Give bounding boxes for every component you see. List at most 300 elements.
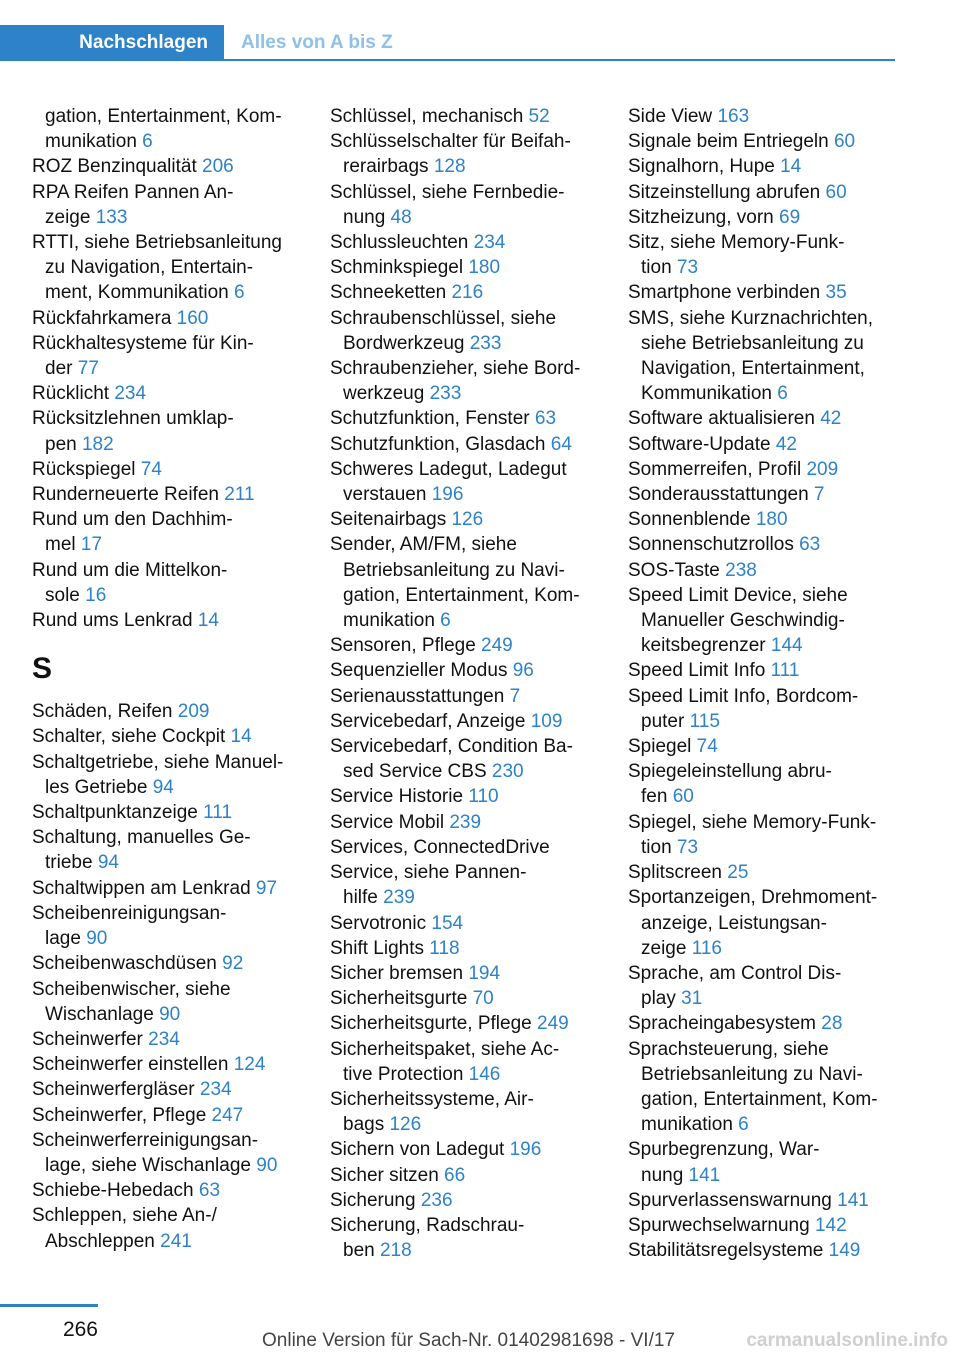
entry-text: Sprache, am Control Dis- — [628, 962, 842, 984]
entry-text: Services, ConnectedDrive — [330, 836, 550, 858]
entry-text: Serienausstattungen — [330, 685, 510, 707]
index-entry — [628, 810, 898, 860]
page-reference-link[interactable]: 60 — [825, 181, 847, 203]
index-column-2 — [330, 104, 605, 1263]
entry-text: Scheinwerferreinigungsan- — [32, 1129, 259, 1151]
index-entry — [628, 457, 898, 482]
page-reference-link[interactable]: 28 — [821, 1013, 843, 1035]
entry-text: Sicherung, Radschrau- — [330, 1214, 525, 1236]
index-entry — [628, 1238, 898, 1263]
index-entry — [32, 154, 307, 179]
entry-text: Sicherheitspaket, siehe Ac- — [330, 1038, 560, 1060]
entry-text: Speed Limit Info — [628, 660, 771, 682]
entry-text: play — [641, 988, 682, 1010]
index-entry — [330, 810, 605, 835]
page-reference-link[interactable]: 111 — [203, 802, 233, 824]
entry-text: puter — [641, 710, 690, 732]
index-entry — [330, 1011, 605, 1036]
index-entry — [628, 180, 898, 205]
index-entry — [32, 180, 307, 230]
index-entry — [32, 977, 307, 1027]
page-reference-link[interactable]: 126 — [389, 1114, 422, 1136]
entry-text: Software aktualisieren — [628, 408, 821, 430]
index-entry — [330, 860, 605, 910]
page-reference-link[interactable]: 63 — [799, 534, 821, 556]
page-reference-link[interactable]: 180 — [468, 257, 501, 279]
entry-text: gation, Entertainment, Kom- — [641, 1088, 878, 1110]
entry-text: der — [45, 358, 78, 380]
entry-text: Scheibenwischer, siehe — [32, 978, 231, 1000]
page-reference-link[interactable]: 25 — [727, 862, 749, 884]
entry-text: Schaltpunktanzeige — [32, 802, 204, 824]
index-entry — [32, 306, 307, 331]
entry-text: Scheibenreinigungsan- — [32, 902, 227, 924]
page-reference-link[interactable]: 234 — [473, 232, 506, 254]
entry-text: Schlussleuchten — [330, 232, 474, 254]
entry-text: munikation — [641, 1114, 739, 1136]
index-entry — [330, 356, 605, 406]
page-reference-link[interactable]: 247 — [211, 1104, 244, 1126]
page-reference-link[interactable]: 63 — [198, 1180, 221, 1202]
page-reference-link[interactable]: 154 — [431, 912, 464, 934]
page-reference-link[interactable]: 216 — [451, 282, 484, 304]
page-reference-link[interactable]: 144 — [770, 635, 803, 657]
page-reference-link[interactable]: 211 — [224, 484, 255, 506]
entry-text: rerairbags — [343, 156, 434, 178]
entry-text: Signale beim Entriegeln — [628, 131, 834, 153]
entry-text: Sicher sitzen — [330, 1164, 445, 1186]
entry-text: Splitscreen — [628, 862, 728, 884]
index-entry — [32, 482, 307, 507]
entry-text: Schlüssel, siehe Fernbedie- — [330, 181, 565, 203]
entry-text: Spiegel, siehe Memory-Funk- — [628, 811, 877, 833]
index-entry — [32, 876, 307, 901]
page-reference-link[interactable]: 94 — [152, 776, 174, 798]
index-entry — [628, 306, 898, 407]
entry-text: Rückspiegel — [32, 458, 141, 480]
index-entry — [330, 532, 605, 633]
entry-text: nung — [641, 1164, 689, 1186]
page-reference-link[interactable]: 126 — [451, 509, 484, 531]
index-entry — [32, 406, 307, 456]
page-reference-link[interactable]: 234 — [148, 1028, 180, 1050]
page-reference-link[interactable]: 35 — [825, 282, 847, 304]
page-reference-link[interactable]: 52 — [528, 106, 550, 127]
entry-text: Rücksitzlehnen umklap- — [32, 408, 234, 430]
entry-text: zeige — [641, 937, 692, 959]
index-entry — [330, 1163, 605, 1188]
page-reference-link[interactable]: 234 — [199, 1079, 232, 1101]
index-entry — [330, 835, 605, 860]
entry-text: Navigation, Entertainment, — [641, 358, 865, 380]
page-number: 266 — [62, 1318, 98, 1341]
page-reference-link[interactable]: 239 — [449, 811, 482, 833]
index-entry — [330, 734, 605, 784]
entry-text: Sicherheitsgurte, Pflege — [330, 1013, 538, 1035]
index-entry — [330, 1213, 605, 1263]
entry-text: tion — [641, 257, 677, 279]
entry-text: Scheibenwaschdüsen — [32, 953, 223, 975]
page-reference-link[interactable]: 90 — [86, 928, 108, 950]
online-version-note: Online Version für Sach-Nr. 01402981698 - VI/17 — [262, 1330, 675, 1351]
entry-text: Spracheingabesystem — [628, 1013, 822, 1035]
index-entry — [330, 986, 605, 1011]
page-reference-link[interactable]: 163 — [717, 106, 750, 127]
page-reference-link[interactable]: 31 — [681, 988, 703, 1010]
page-reference-link[interactable]: 90 — [256, 1154, 278, 1176]
page-reference-link[interactable]: 142 — [814, 1214, 847, 1236]
entry-text: Smartphone verbinden — [628, 282, 826, 304]
entry-text: Betriebsanleitung zu Navi- — [641, 1063, 863, 1085]
entry-text: Service Historie — [330, 786, 469, 808]
page-reference-link[interactable]: 90 — [159, 1003, 181, 1025]
page-reference-link[interactable]: 196 — [431, 484, 464, 506]
entry-text: Scheinwerfer, Pflege — [32, 1104, 212, 1126]
page-reference-link[interactable]: 241 — [160, 1230, 192, 1252]
entry-text: Side View — [628, 106, 718, 127]
page-reference-link[interactable]: 48 — [390, 206, 412, 228]
index-entry — [628, 129, 898, 154]
entry-text: Schaltwippen am Lenkrad — [32, 877, 256, 899]
index-entry — [330, 280, 605, 305]
index-entry — [32, 750, 307, 800]
entry-text: anzeige, Leistungsan- — [641, 912, 827, 934]
page-reference-link[interactable]: 233 — [429, 383, 462, 405]
entry-text: Speed Limit Device, siehe — [628, 584, 848, 606]
page-reference-link[interactable]: 194 — [468, 962, 501, 984]
page-reference-link[interactable]: 236 — [420, 1189, 453, 1211]
entry-text: Rücklicht — [32, 383, 115, 405]
page-reference-link[interactable]: 42 — [775, 433, 797, 455]
page-reference-link[interactable]: 66 — [444, 1164, 466, 1186]
index-entry — [32, 381, 307, 406]
entry-text: Stabilitätsregelsysteme — [628, 1240, 829, 1262]
entry-text: Sportanzeigen, Drehmoment- — [628, 887, 878, 909]
page-reference-link[interactable]: 128 — [433, 156, 466, 178]
page-reference-link[interactable]: 42 — [820, 408, 842, 430]
page-reference-link[interactable]: 94 — [97, 852, 119, 874]
page-reference-link[interactable]: 7 — [813, 484, 825, 506]
page-reference-link[interactable]: 6 — [738, 1114, 749, 1136]
index-entry — [628, 658, 898, 683]
index-entry — [628, 230, 898, 280]
index-entry — [330, 180, 605, 230]
index-entry — [32, 1128, 307, 1178]
entry-text: Rückhaltesysteme für Kin- — [32, 332, 254, 354]
index-entry — [330, 507, 605, 532]
page-reference-link[interactable]: 6 — [234, 282, 245, 304]
index-entry — [330, 457, 605, 507]
index-entry — [330, 1087, 605, 1137]
entry-text: Schalter, siehe Cockpit — [32, 726, 231, 748]
page-reference-link[interactable]: 14 — [197, 610, 219, 632]
entry-text: lage, siehe Wischanlage — [45, 1154, 257, 1176]
page-reference-link[interactable]: 60 — [833, 131, 856, 153]
entry-text: Sequenzieller Modus — [330, 660, 513, 682]
entry-text: Spurbegrenzung, War- — [628, 1139, 820, 1161]
page-reference-link[interactable]: 7 — [509, 685, 521, 707]
entry-text: Manueller Geschwindig- — [641, 610, 845, 632]
page-reference-link[interactable]: 73 — [676, 836, 699, 858]
page-reference-link[interactable]: 6 — [142, 131, 153, 153]
page-reference-link[interactable]: 133 — [95, 206, 128, 228]
index-entry — [32, 457, 307, 482]
entry-text: Spurwechselwarnung — [628, 1214, 815, 1236]
index-entry — [628, 280, 898, 305]
page-reference-link[interactable]: 60 — [672, 786, 694, 808]
entry-text: Sonnenblende — [628, 509, 756, 531]
entry-text: Schraubenzieher, siehe Bord- — [330, 358, 581, 380]
page-reference-link[interactable]: 206 — [202, 156, 234, 178]
index-entry — [628, 507, 898, 532]
entry-text: Sicherheitsgurte — [330, 988, 473, 1010]
watermark-text: carmanualsonline.info — [746, 1330, 948, 1351]
entry-text: Speed Limit Info, Bordcom- — [628, 685, 859, 707]
page-header — [0, 25, 895, 61]
entry-text: keitsbegrenzer — [641, 635, 771, 657]
page-reference-link[interactable]: 209 — [806, 458, 839, 480]
entry-text: Sicherung — [330, 1189, 421, 1211]
entry-text: Sensoren, Pflege — [330, 635, 482, 657]
index-entry — [628, 860, 898, 885]
entry-text: RTTI, siehe Betriebsanleitung — [32, 232, 282, 254]
entry-text: Schneeketten — [330, 282, 452, 304]
index-entry — [32, 1178, 307, 1203]
index-entry — [628, 432, 898, 457]
index-entry — [628, 154, 898, 179]
entry-text: Wischanlage — [45, 1003, 160, 1025]
page-reference-link[interactable]: 69 — [779, 206, 801, 228]
entry-text: mel — [45, 534, 81, 556]
index-entry — [32, 507, 307, 557]
entry-text: gation, Entertainment, Kom- — [45, 106, 282, 127]
entry-text: gation, Entertainment, Kom- — [343, 584, 580, 606]
entry-text: triebe — [45, 852, 98, 874]
entry-text: Runderneuerte Reifen — [32, 484, 225, 506]
index-letter-heading: S — [32, 652, 53, 686]
entry-text: Servicebedarf, Anzeige — [330, 710, 531, 732]
index-entry — [32, 699, 307, 724]
entry-text: siehe Betriebsanleitung zu — [641, 332, 864, 354]
page-reference-link[interactable]: 196 — [509, 1139, 542, 1161]
page-reference-link[interactable]: 234 — [114, 383, 147, 405]
index-entry — [628, 532, 898, 557]
index-entry — [32, 331, 307, 381]
entry-text: Schäden, Reifen — [32, 701, 178, 723]
index-entry — [32, 901, 307, 951]
chapter-tab[interactable]: Alles von A bis Z — [241, 32, 393, 53]
page-reference-link[interactable]: 118 — [429, 937, 460, 959]
index-entry — [330, 961, 605, 986]
page-reference-link[interactable]: 233 — [469, 332, 502, 354]
page-reference-link[interactable]: 70 — [472, 988, 494, 1010]
page-reference-link[interactable]: 149 — [828, 1240, 861, 1262]
index-entry — [628, 1037, 898, 1138]
entry-text: Sonnenschutzrollos — [628, 534, 800, 556]
index-entry — [330, 1188, 605, 1213]
entry-text: Spiegel — [628, 736, 697, 758]
index-entry — [330, 255, 605, 280]
page-reference-link[interactable]: 249 — [481, 635, 513, 657]
page-reference-link[interactable]: 64 — [550, 433, 572, 455]
page-reference-link[interactable]: 14 — [230, 726, 252, 748]
index-entry — [628, 558, 898, 583]
page-reference-link[interactable]: 74 — [696, 736, 718, 758]
index-entry — [628, 684, 898, 734]
entry-text: Sonderausstattungen — [628, 484, 814, 506]
entry-text: ment, Kommunikation — [45, 282, 235, 304]
entry-text: Spurverlassenswarnung — [628, 1189, 838, 1211]
entry-text: Scheinwerfer einstellen — [32, 1054, 234, 1076]
page-reference-link[interactable]: 182 — [81, 433, 114, 455]
page-reference-link[interactable]: 14 — [780, 156, 802, 178]
index-entry — [330, 709, 605, 734]
index-entry — [628, 583, 898, 659]
page-reference-link[interactable]: 141 — [688, 1164, 721, 1186]
page-reference-link[interactable]: 77 — [77, 358, 99, 380]
page-reference-link[interactable]: 124 — [233, 1054, 266, 1076]
entry-text: Servotronic — [330, 912, 432, 934]
index-column-3 — [628, 104, 898, 1263]
page-reference-link[interactable]: 160 — [176, 307, 209, 329]
index-entry — [628, 482, 898, 507]
entry-text: Servicebedarf, Condition Ba- — [330, 736, 573, 758]
entry-text: munikation — [343, 610, 441, 632]
entry-text: Kommunikation — [641, 383, 778, 405]
page-reference-link[interactable]: 115 — [689, 710, 720, 732]
entry-text: Schutzfunktion, Glasdach — [330, 433, 551, 455]
entry-text: tion — [641, 836, 677, 858]
entry-text: Schleppen, siehe An-/ — [32, 1205, 217, 1227]
page-reference-link[interactable]: 96 — [512, 660, 534, 682]
page-reference-link[interactable]: 6 — [440, 610, 451, 632]
page-reference-link[interactable]: 230 — [491, 761, 524, 783]
index-entry — [628, 406, 898, 431]
page-reference-link[interactable]: 141 — [837, 1189, 869, 1211]
entry-text: Rückfahrkamera — [32, 307, 177, 329]
index-entry — [32, 825, 307, 875]
entry-text: Signalhorn, Hupe — [628, 156, 781, 178]
entry-text: lage — [45, 928, 87, 950]
entry-text: sed Service CBS — [343, 761, 492, 783]
entry-text: Schlüsselschalter für Beifah- — [330, 131, 571, 153]
index-entry — [330, 936, 605, 961]
index-entry — [32, 104, 307, 154]
entry-text: RPA Reifen Pannen An- — [32, 181, 234, 203]
page-reference-link[interactable]: 110 — [468, 786, 499, 808]
entry-text: Service Mobil — [330, 811, 450, 833]
index-entry — [330, 784, 605, 809]
entry-text: Sitzeinstellung abrufen — [628, 181, 826, 203]
index-entry — [628, 1188, 898, 1213]
page-reference-link[interactable]: 73 — [676, 257, 699, 279]
index-entry — [628, 1137, 898, 1187]
index-entry — [330, 684, 605, 709]
index-column-1 — [32, 104, 307, 1254]
entry-text: Bordwerkzeug — [343, 332, 470, 354]
page-reference-link[interactable]: 6 — [777, 383, 788, 405]
page-reference-link[interactable]: 74 — [140, 458, 162, 480]
entry-text: Shift Lights — [330, 937, 430, 959]
entry-text: Rund ums Lenkrad — [32, 610, 198, 632]
index-entry — [628, 961, 898, 1011]
entry-text: Scheinwerfergläser — [32, 1079, 200, 1101]
index-entry — [330, 633, 605, 658]
index-entry — [330, 432, 605, 457]
index-entry — [32, 1052, 307, 1077]
entry-text: munikation — [45, 131, 143, 153]
entry-text: Schweres Ladegut, Ladegut — [330, 458, 567, 480]
entry-text: Schminkspiegel — [330, 257, 469, 279]
page-reference-link[interactable]: 17 — [80, 534, 103, 556]
index-entry — [628, 1011, 898, 1036]
entry-text: Schlüssel, mechanisch — [330, 106, 529, 127]
index-entry — [330, 104, 605, 129]
entry-text: Rund um die Mittelkon- — [32, 559, 228, 581]
index-entry — [330, 1037, 605, 1087]
page-reference-link[interactable]: 146 — [468, 1063, 501, 1085]
index-entry — [330, 306, 605, 356]
entry-text: SMS, siehe Kurznachrichten, — [628, 307, 874, 329]
entry-text: Sicher bremsen — [330, 962, 469, 984]
index-entry — [330, 406, 605, 431]
footer-rule — [0, 1304, 98, 1307]
index-entry — [32, 608, 307, 633]
page-reference-link[interactable]: 218 — [379, 1240, 412, 1262]
index-entry — [330, 658, 605, 683]
index-entry — [32, 1203, 307, 1253]
index-entry — [32, 230, 307, 306]
index-entry — [628, 205, 898, 230]
entry-text: Spiegeleinstellung abru- — [628, 761, 832, 783]
entry-text: ROZ Benzinqualität — [32, 156, 203, 178]
entry-text: Scheinwerfer — [32, 1028, 149, 1050]
entry-text: Schraubenschlüssel, siehe — [330, 307, 557, 329]
page-reference-link[interactable]: 92 — [222, 953, 244, 975]
index-entry — [628, 1213, 898, 1238]
entry-text: Schiebe-Hebedach — [32, 1180, 199, 1202]
index-entry — [330, 1137, 605, 1162]
page-reference-link[interactable]: 109 — [530, 710, 563, 732]
page-reference-link[interactable]: 209 — [177, 701, 210, 723]
page-reference-link[interactable]: 97 — [255, 877, 278, 899]
page-reference-link[interactable]: 239 — [383, 887, 415, 909]
index-entry — [32, 724, 307, 749]
entry-text: Schaltgetriebe, siehe Manuel- — [32, 751, 284, 773]
entry-text: verstauen — [343, 484, 432, 506]
entry-text: werkzeug — [343, 383, 430, 405]
entry-text: bags — [343, 1114, 390, 1136]
entry-text: zeige — [45, 206, 96, 228]
page-reference-link[interactable]: 180 — [755, 509, 788, 531]
page-reference-link[interactable]: 111 — [770, 660, 800, 682]
page-reference-link[interactable]: 116 — [691, 937, 722, 959]
page-reference-link[interactable]: 249 — [537, 1013, 569, 1035]
page-reference-link[interactable]: 16 — [85, 584, 107, 606]
index-entry — [32, 1077, 307, 1102]
header-rule — [224, 59, 895, 61]
section-tab[interactable]: Nachschlagen — [0, 25, 224, 61]
entry-text: Sprachsteuerung, siehe — [628, 1038, 829, 1060]
index-entry — [330, 911, 605, 936]
entry-text: pen — [45, 433, 82, 455]
page-reference-link[interactable]: 63 — [534, 408, 557, 430]
page-reference-link[interactable]: 238 — [725, 559, 757, 581]
index-entry — [32, 800, 307, 825]
entry-text: ben — [343, 1240, 380, 1262]
entry-text: SOS-Taste — [628, 559, 726, 581]
index-entry — [32, 1027, 307, 1052]
